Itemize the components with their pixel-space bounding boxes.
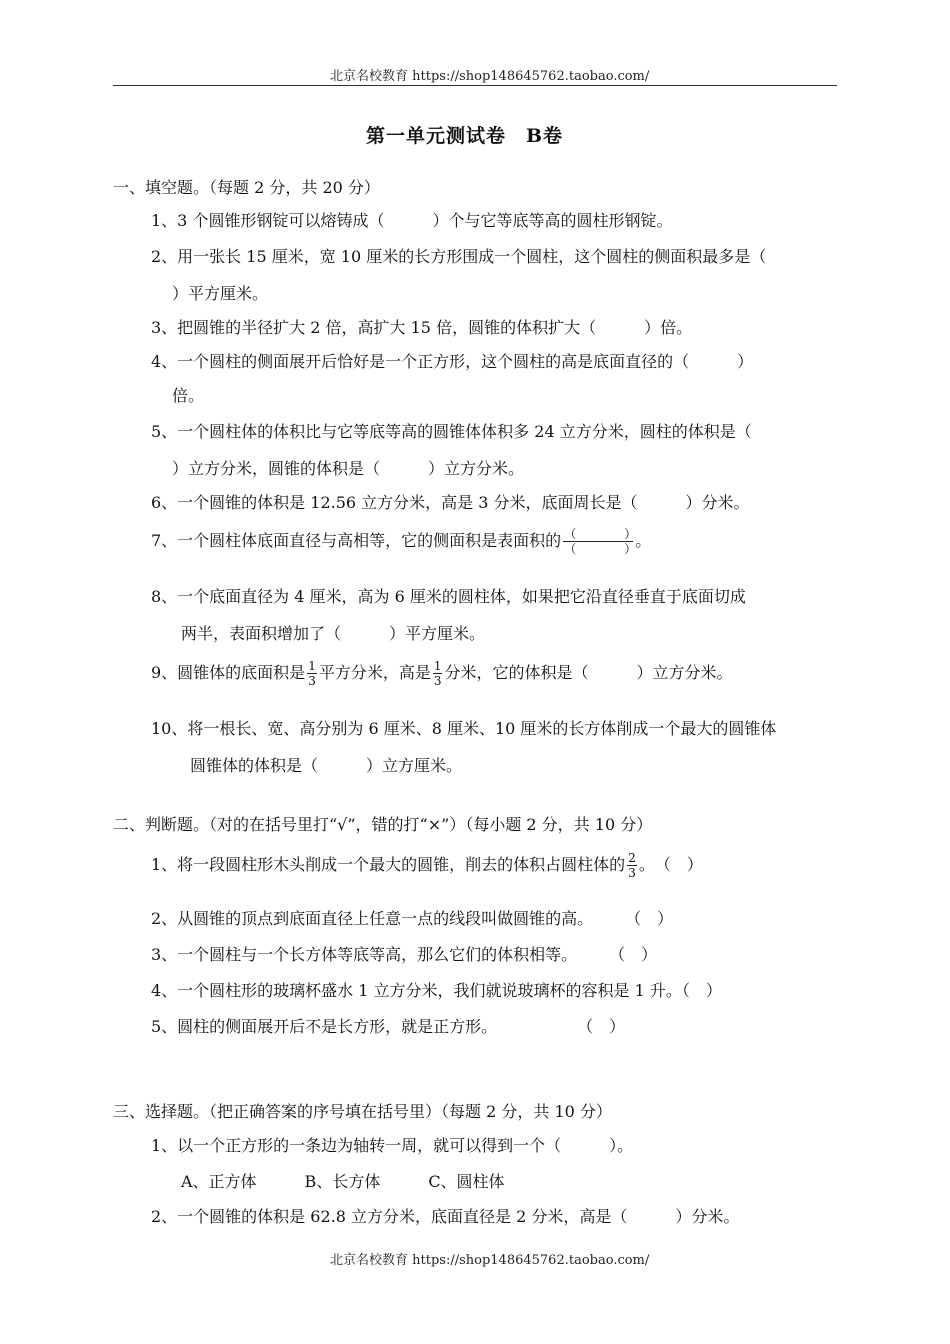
s2-q1-fraction — [627, 851, 637, 880]
s1-q8-line2: 两半，表面积增加了（ ）平方厘米。 — [181, 624, 486, 643]
s1-q4-line2: 倍。 — [172, 386, 205, 405]
s1-q5-line1: 5、一个圆柱体的体积比与它等底等高的圆锥体体积多 24 立方分米，圆柱的体积是（ — [151, 422, 752, 441]
s2-q1-text: 1、将一段圆柱形木头削成一个最大的圆锥，削去的体积占圆柱体的 — [151, 855, 626, 874]
s2-q1-den: 3 — [628, 866, 636, 880]
s1-q9-text-b: 平方分米，高是 — [318, 663, 431, 682]
s2-q3: 3、一个圆柱与一个长方体等底等高，那么它们的体积相等。 （ ） — [151, 945, 658, 964]
page-header: 北京名校教育 https://shop148645762.taobao.com/ — [330, 69, 650, 84]
s1-q9-f1-den: 3 — [308, 674, 316, 688]
s3-q2: 2、一个圆锥的体积是 62.8 立方分米，底面直径是 2 分米，高是（ ）分米。 — [151, 1207, 740, 1226]
s1-q2-line2: ）平方厘米。 — [172, 284, 269, 303]
s1-q10-line2: 圆锥体的体积是（ ）立方厘米。 — [190, 756, 463, 775]
page-title: 第一单元测试卷 B卷 — [366, 125, 564, 147]
header-rule — [113, 85, 837, 86]
s2-q1-num: 2 — [628, 851, 636, 865]
s1-q6: 6、一个圆锥的体积是 12.56 立方分米，高是 3 分米，底面周长是（ ）分米。 — [151, 493, 750, 512]
section1-heading: 一、填空题。（每题 2 分，共 20 分） — [113, 178, 380, 197]
section3-heading: 三、选择题。（把正确答案的序号填在括号里）（每题 2 分，共 10 分） — [113, 1102, 612, 1121]
s1-q7-text: 7、一个圆柱体底面直径与高相等，它的侧面积是表面积的 — [151, 531, 562, 550]
s1-q9-text-a: 9、圆锥体的底面积是 — [151, 663, 306, 682]
s2-q1-end: 。 （ ） — [638, 855, 703, 874]
s1-q5-line2: ）立方分米，圆锥的体积是（ ）立方分米。 — [172, 459, 525, 478]
s1-q9-f2-den: 3 — [433, 674, 442, 688]
s1-q7 — [151, 527, 651, 556]
s1-q8-line1: 8、一个底面直径为 4 厘米，高为 6 厘米的圆柱体，如果把它沿直径垂直于底面切成 — [151, 587, 746, 606]
s2-q4: 4、一个圆柱形的玻璃杯盛水 1 立方分米，我们就说玻璃杯的容积是 1 升。（ ） — [151, 981, 722, 1000]
s1-q2-line1: 2、用一张长 15 厘米，宽 10 厘米的长方形围成一个圆柱，这个圆柱的侧面积最多是（ — [151, 247, 767, 266]
s1-q9 — [151, 659, 733, 688]
s1-q9-text-c: 分米，它的体积是（ ）立方分米。 — [444, 663, 733, 682]
s1-q7-end: 。 — [635, 531, 652, 550]
s3-q1: 1、以一个正方形的一条边为轴转一周，就可以得到一个（ ）。 — [151, 1136, 634, 1155]
s3-q1-options: A、正方体 B、长方体 C、圆柱体 — [181, 1172, 505, 1191]
s2-q2: 2、从圆锥的顶点到底面直径上任意一点的线段叫做圆锥的高。 （ ） — [151, 909, 674, 928]
s2-q1 — [151, 851, 703, 880]
s1-q7-denominator: （ ） — [564, 542, 637, 556]
s1-q10-line1: 10、将一根长、宽、高分别为 6 厘米、8 厘米、10 厘米的长方体削成一个最大的圆锥体 — [151, 719, 777, 738]
s1-q1: 1、3 个圆锥形钢锭可以熔铸成（ ）个与它等底等高的圆柱形钢锭。 — [151, 211, 673, 230]
s1-q7-numerator: （ ） — [564, 527, 637, 541]
s2-q5: 5、圆柱的侧面展开后不是长方形，就是正方形。 （ ） — [151, 1017, 626, 1036]
section2-heading: 二、判断题。（对的在括号里打“√”，错的打“×”）（每小题 2 分，共 10 分） — [113, 815, 653, 834]
page-footer: 北京名校教育 https://shop148645762.taobao.com/ — [330, 1253, 650, 1268]
s1-q9-fraction-1 — [307, 659, 317, 688]
s1-q3: 3、把圆锥的半径扩大 2 倍，高扩大 15 倍，圆锥的体积扩大（ ）倍。 — [151, 318, 693, 337]
s1-q4-line1: 4、一个圆柱的侧面展开后恰好是一个正方形，这个圆柱的高是底面直径的（ ） — [151, 352, 754, 371]
s1-q7-fraction — [563, 527, 637, 556]
s1-q9-f1-num: 1 — [308, 659, 316, 673]
s1-q9-f2-num: 1 — [433, 659, 442, 673]
s1-q9-fraction-2 — [433, 659, 443, 688]
